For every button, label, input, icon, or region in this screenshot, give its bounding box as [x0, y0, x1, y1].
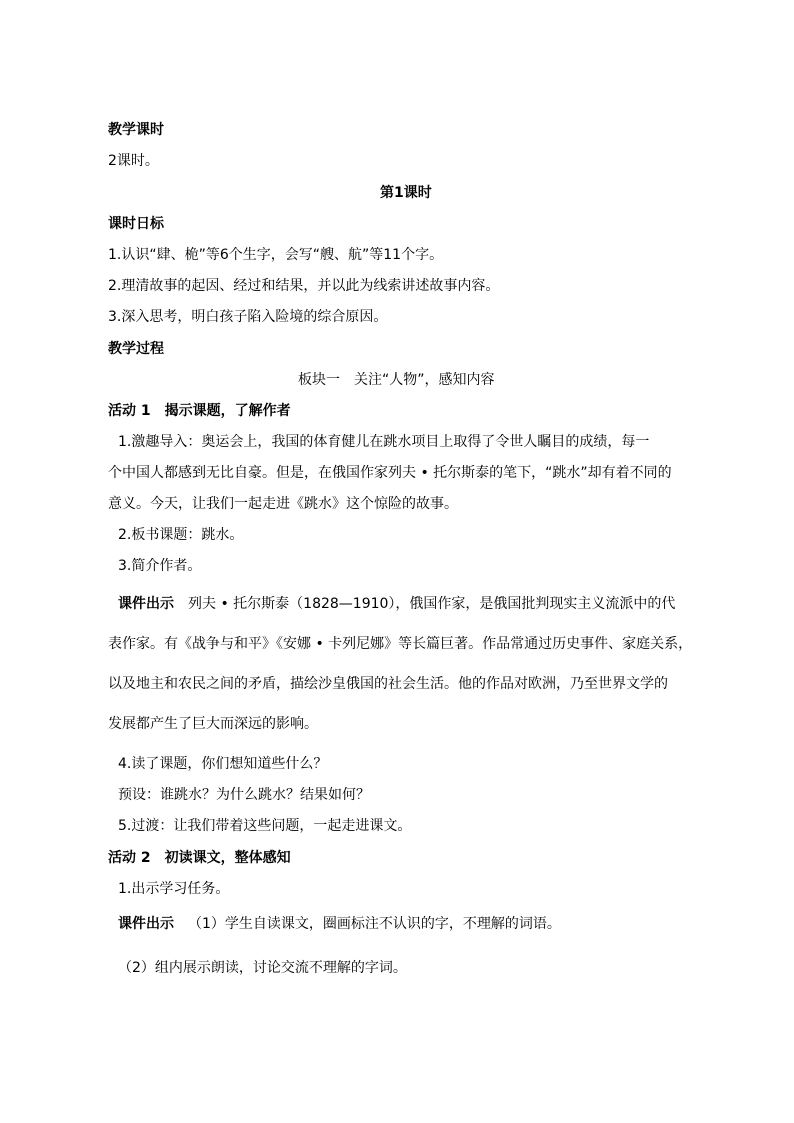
paragraph-line: 意义。今天，让我们一起走进《跳水》这个惊险的故事。: [108, 496, 458, 512]
activity-label: 活动 1: [108, 403, 151, 419]
objective-item: 3.深入思考，明白孩子陷入险境的综合原因。: [108, 309, 388, 325]
activity-title: 初读课文，整体感知: [164, 850, 291, 866]
objectives-heading: 课时日标: [108, 216, 164, 232]
author-intro-line: 表作家。有《战争与和平》《安娜 • 卡列尼娜》等长篇巨著。作品常通过历史事件、家庭关系，: [108, 636, 693, 652]
preset-answer: 预设：谁跳水？为什么跳水？结果如何？: [118, 787, 370, 803]
objective-item: 2.理清故事的起因、经过和结果，并以此为线索讲述故事内容。: [108, 278, 500, 294]
courseware-label: 课件出示: [118, 596, 174, 612]
process-heading: 教学过程: [108, 341, 164, 357]
courseware-label: 课件出示: [118, 916, 174, 932]
list-item: 2.板书课题：跳水。: [118, 527, 244, 543]
lesson-title: 第1课时: [380, 185, 432, 201]
activity-title: 揭示课题，了解作者: [164, 403, 291, 419]
author-intro-line: 列夫 • 托尔斯泰（1828—1910），俄国作家，是俄国批判现实主义流派中的代: [188, 596, 676, 612]
author-intro-line: 发展都产生了巨大而深远的影响。: [108, 716, 318, 732]
courseware-block: [118, 914, 730, 934]
block-number: 板块一: [298, 372, 340, 388]
task-item: （1）学生自读课文，圈画标注不认识的字，不理解的词语。: [188, 916, 561, 932]
activity-heading: [108, 401, 720, 421]
task-item: （2）组内展示朗读，讨论交流不理解的字词。: [118, 960, 407, 976]
paragraph-line: 1.激趣导入：奥运会上，我国的体育健儿在跳水项目上取得了令世人瞩目的成绩，每一: [118, 434, 650, 450]
list-item: 5.过渡：让我们带着这些问题，一起走进课文。: [118, 818, 412, 834]
block-heading: [298, 370, 495, 390]
paragraph-line: 个中国人都感到无比自豪。但是，在俄国作家列夫 • 托尔斯泰的笔下，“跳水”却有着不同的: [108, 465, 672, 481]
list-item: 1.出示学习任务。: [118, 881, 230, 897]
list-item: 3.简介作者。: [118, 558, 202, 574]
courseware-block: [118, 594, 730, 614]
author-intro-line: 以及地主和农民之间的矛盾，描绘沙皇俄国的社会生活。他的作品对欧洲，乃至世界文学的: [108, 676, 668, 692]
teaching-hours-heading: 教学课时: [108, 122, 164, 138]
activity-heading: [108, 848, 720, 868]
objective-item: 1.认识“肆、桅”等6个生字，会写“艘、航”等11个字。: [108, 247, 444, 263]
block-subtitle: 关注“人物”，感知内容: [354, 372, 495, 388]
list-item: 4.读了课题，你们想知道些什么？: [118, 756, 328, 772]
teaching-hours-value: 2课时。: [108, 153, 159, 169]
activity-label: 活动 2: [108, 850, 151, 866]
